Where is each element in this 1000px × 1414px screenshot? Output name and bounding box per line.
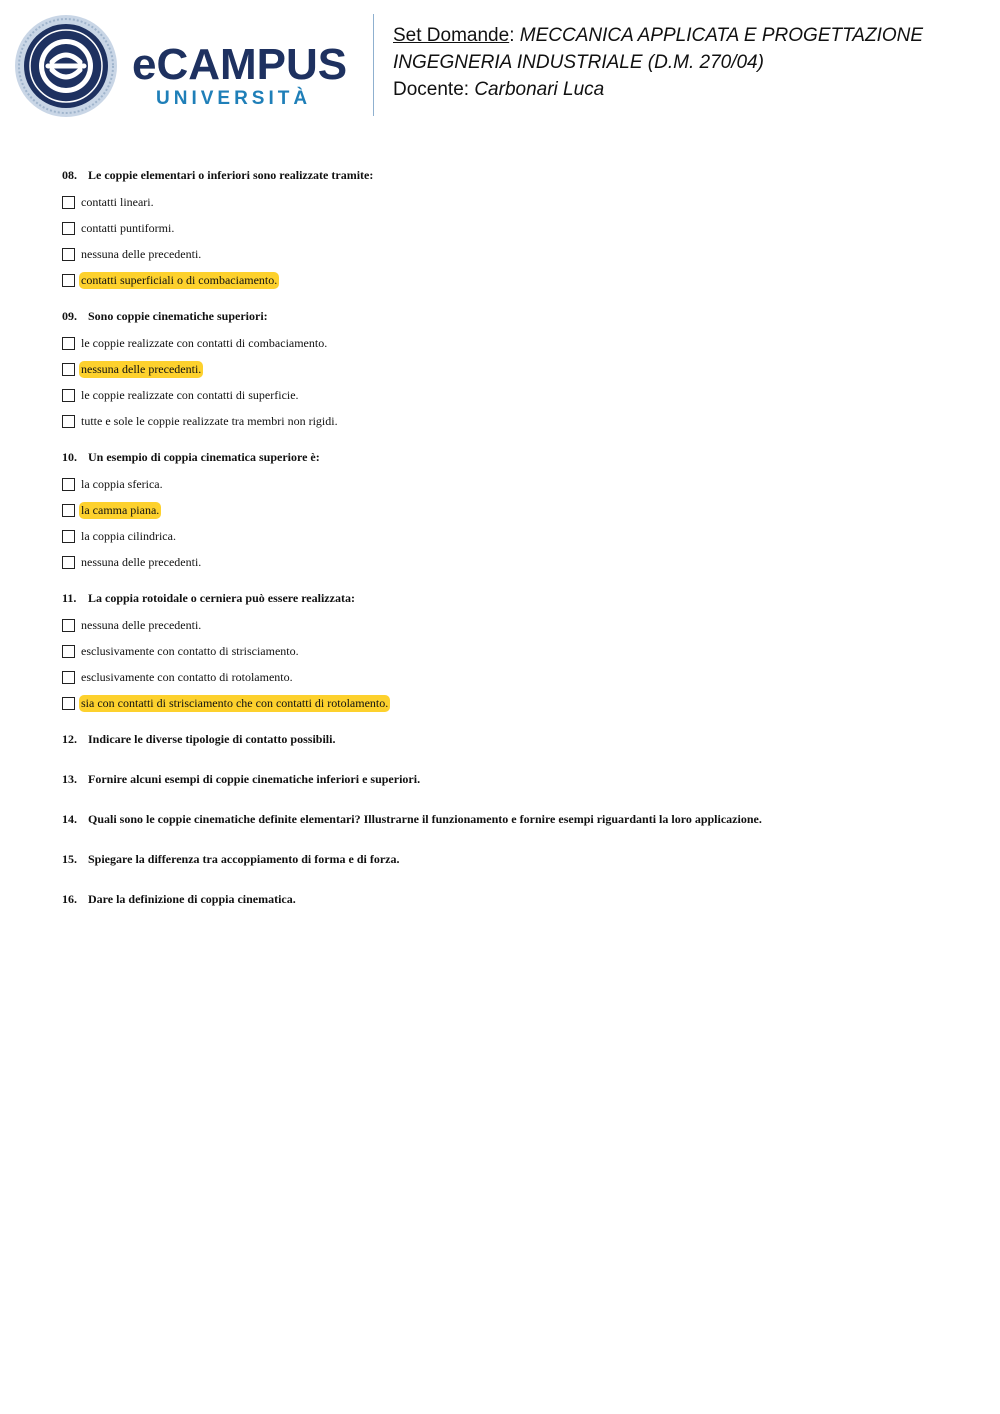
question-title xyxy=(62,166,962,184)
question-title xyxy=(62,589,962,607)
answer-text: la coppia sferica. xyxy=(81,476,163,491)
checkbox-icon[interactable] xyxy=(62,222,75,235)
answer-option[interactable] xyxy=(62,527,962,545)
highlighted-answer-text: contatti superficiali o di combaciamento. xyxy=(81,272,278,287)
checkbox-icon[interactable] xyxy=(62,363,75,376)
question-number: 09. xyxy=(62,309,77,323)
checkbox-icon[interactable] xyxy=(62,556,75,569)
answer-text: contatti lineari. xyxy=(81,194,154,209)
answer-text: esclusivamente con contatto di strisciamento. xyxy=(81,643,299,658)
answer-text: la coppia cilindrica. xyxy=(81,528,176,543)
set-title-line: Set Domande: MECCANICA APPLICATA E PROGETTAZIONE xyxy=(393,25,924,46)
question-text: Sono coppie cinematiche superiori: xyxy=(88,309,268,323)
answer-option[interactable] xyxy=(62,245,962,263)
question-11 xyxy=(62,589,962,712)
teacher-label: Docente: xyxy=(393,79,470,100)
question-text: Un esempio di coppia cinematica superiore è: xyxy=(88,450,320,464)
checkbox-icon[interactable] xyxy=(62,645,75,658)
set-title-line1: MECCANICA APPLICATA E PROGETTAZIONE xyxy=(519,25,924,46)
open-questions xyxy=(62,730,962,908)
open-question-12 xyxy=(62,730,962,748)
set-label: Set Domande xyxy=(393,25,510,46)
question-number: 12. xyxy=(62,732,77,746)
multiple-choice-questions xyxy=(62,166,962,712)
answer-text: nessuna delle precedenti. xyxy=(81,246,202,261)
answer-option[interactable] xyxy=(62,553,962,571)
answer-text: esclusivamente con contatto di rotolamento. xyxy=(81,669,293,684)
logo-sub-text: UNIVERSITÀ xyxy=(156,88,312,109)
header-info xyxy=(393,22,983,103)
highlighted-answer-text: nessuna delle precedenti. xyxy=(81,361,202,376)
ecampus-wordmark xyxy=(132,40,362,115)
open-question-14 xyxy=(62,810,962,828)
question-number: 10. xyxy=(62,450,77,464)
question-title xyxy=(62,307,962,325)
answer-option[interactable] xyxy=(62,219,962,237)
set-title-line2: INGEGNERIA INDUSTRIALE (D.M. 270/04) xyxy=(393,52,764,73)
question-09 xyxy=(62,307,962,430)
question-text: Le coppie elementari o inferiori sono realizzate tramite: xyxy=(88,168,374,182)
answer-text: le coppie realizzate con contatti di superficie. xyxy=(81,387,299,402)
question-number: 15. xyxy=(62,852,77,866)
answer-option[interactable] xyxy=(62,271,962,289)
question-text: Dare la definizione di coppia cinematica. xyxy=(88,892,296,906)
question-text: La coppia rotoidale o cerniera può essere realizzata: xyxy=(88,591,355,605)
answer-text: le coppie realizzate con contatti di combaciamento. xyxy=(81,335,328,350)
answer-option[interactable] xyxy=(62,334,962,352)
answer-option[interactable] xyxy=(62,386,962,404)
answer-text: nessuna delle precedenti. xyxy=(81,554,202,569)
question-08 xyxy=(62,166,962,289)
checkbox-icon[interactable] xyxy=(62,478,75,491)
answer-option[interactable] xyxy=(62,193,962,211)
question-10 xyxy=(62,448,962,571)
header-divider xyxy=(373,14,374,116)
teacher-name: Carbonari Luca xyxy=(474,79,605,100)
open-question-15 xyxy=(62,850,962,868)
answer-text: tutte e sole le coppie realizzate tra membri non rigidi. xyxy=(81,413,338,428)
checkbox-icon[interactable] xyxy=(62,337,75,350)
highlighted-answer-text: sia con contatti di strisciamento che con contatti di rotolamento. xyxy=(81,695,389,710)
logo-main-text: eCAMPUS xyxy=(132,40,348,89)
checkbox-icon[interactable] xyxy=(62,415,75,428)
ecampus-seal-logo-icon xyxy=(14,14,118,118)
answer-option[interactable] xyxy=(62,694,962,712)
checkbox-icon[interactable] xyxy=(62,196,75,209)
question-title xyxy=(62,448,962,466)
checkbox-icon[interactable] xyxy=(62,530,75,543)
answer-option[interactable] xyxy=(62,616,962,634)
question-text: Quali sono le coppie cinematiche definite elementari? Illustrarne il funzionamento e fornire esempi riguardanti la loro applicazione. xyxy=(88,812,762,826)
open-question-16 xyxy=(62,890,962,908)
answer-option[interactable] xyxy=(62,668,962,686)
question-list xyxy=(62,166,962,930)
answer-option[interactable] xyxy=(62,501,962,519)
checkbox-icon[interactable] xyxy=(62,248,75,261)
open-question-13 xyxy=(62,770,962,788)
question-text: Fornire alcuni esempi di coppie cinematiche inferiori e superiori. xyxy=(88,772,421,786)
question-number: 14. xyxy=(62,812,77,826)
answer-option[interactable] xyxy=(62,475,962,493)
checkbox-icon[interactable] xyxy=(62,697,75,710)
question-number: 16. xyxy=(62,892,77,906)
document-header xyxy=(0,0,1000,130)
question-text: Indicare le diverse tipologie di contatto possibili. xyxy=(88,732,336,746)
checkbox-icon[interactable] xyxy=(62,619,75,632)
question-number: 13. xyxy=(62,772,77,786)
checkbox-icon[interactable] xyxy=(62,274,75,287)
checkbox-icon[interactable] xyxy=(62,671,75,684)
highlighted-answer-text: la camma piana. xyxy=(81,502,160,517)
answer-text: nessuna delle precedenti. xyxy=(81,617,202,632)
checkbox-icon[interactable] xyxy=(62,504,75,517)
answer-text: contatti puntiformi. xyxy=(81,220,175,235)
question-text: Spiegare la differenza tra accoppiamento di forma e di forza. xyxy=(88,852,400,866)
question-number: 11. xyxy=(62,591,77,605)
answer-option[interactable] xyxy=(62,360,962,378)
question-number: 08. xyxy=(62,168,77,182)
teacher-line xyxy=(393,76,983,103)
answer-option[interactable] xyxy=(62,642,962,660)
answer-option[interactable] xyxy=(62,412,962,430)
checkbox-icon[interactable] xyxy=(62,389,75,402)
